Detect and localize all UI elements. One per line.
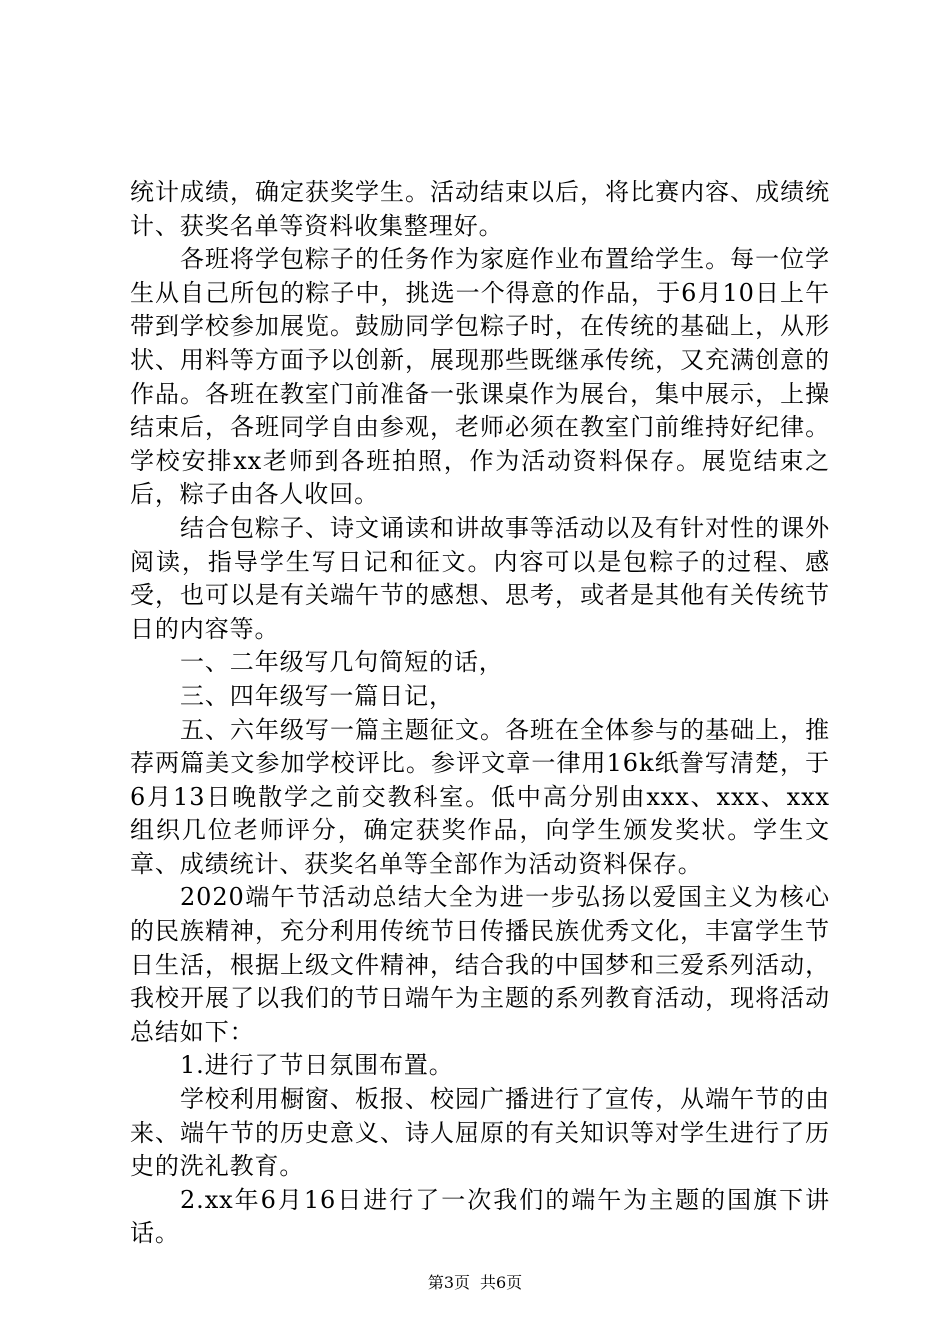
section-heading: 2.xx年6月16日进行了一次我们的端午为主题的国旗下讲话。 [130,1185,830,1248]
paragraph: 2020端午节活动总结大全为进一步弘扬以爱国主义为核心的民族精神，充分利用传统节日传播民族优秀文化，丰富学生节日生活，根据上级文件精神，结合我的中国梦和三爱系列活动，我校开展了以我们的节日端午为主题的系列教育活动，现将活动总结如下： [130,883,830,1046]
list-item: 一、二年级写几句简短的话， [180,648,504,677]
paragraph: 各班将学包粽子的任务作为家庭作业布置给学生。每一位学生从自己所包的粽子中，挑选一个得意的作品，于6月10日上午带到学校参加展览。鼓励同学包粽子时，在传统的基础上，从形状、用料等方面予以创新，展现那些既继承传统，又充满创意的作品。各班在教室门前准备一张课桌作为展台，集中展示，上操结束后，各班同学自由参观，老师必须在教室门前维持好纪律。学校安排xx老师到各班拍照，作为活动资料保存。展览结束之后，粽子由各人收回。 [130,245,830,509]
page-total: 共6页 [480,1273,523,1292]
page-footer [0,1273,950,1293]
list-item: 五、六年级写一篇主题征文。各班在全体参与的基础上，推荐两篇美文参加学校评比。参评文章一律用16k纸誊写清楚，于6月13日晚散学之前交教科室。低中高分别由xxx、xxx、xxx组织几位老师评分，确定获奖作品，向学生颁发奖状。学生文章、成绩统计、获奖名单等全部作为活动资料保存。 [130,715,830,878]
page-number: 第3页 [427,1273,470,1292]
section-heading: 1.进行了节日氛围布置。 [180,1051,454,1080]
paragraph: 学校利用橱窗、板报、校园广播进行了宣传，从端午节的由来、端午节的历史意义、诗人屈原的有关知识等对学生进行了历史的洗礼教育。 [130,1085,830,1181]
paragraph: 统计成绩，确定获奖学生。活动结束以后，将比赛内容、成绩统计、获奖名单等资料收集整理好。 [130,178,830,240]
document-body [130,176,830,1251]
paragraph: 结合包粽子、诗文诵读和讲故事等活动以及有针对性的课外阅读，指导学生写日记和征文。内容可以是包粽子的过程、感受，也可以是有关端午节的感想、思考，或者是其他有关传统节日的内容等。 [130,513,830,643]
list-item: 三、四年级写一篇日记， [180,681,454,710]
